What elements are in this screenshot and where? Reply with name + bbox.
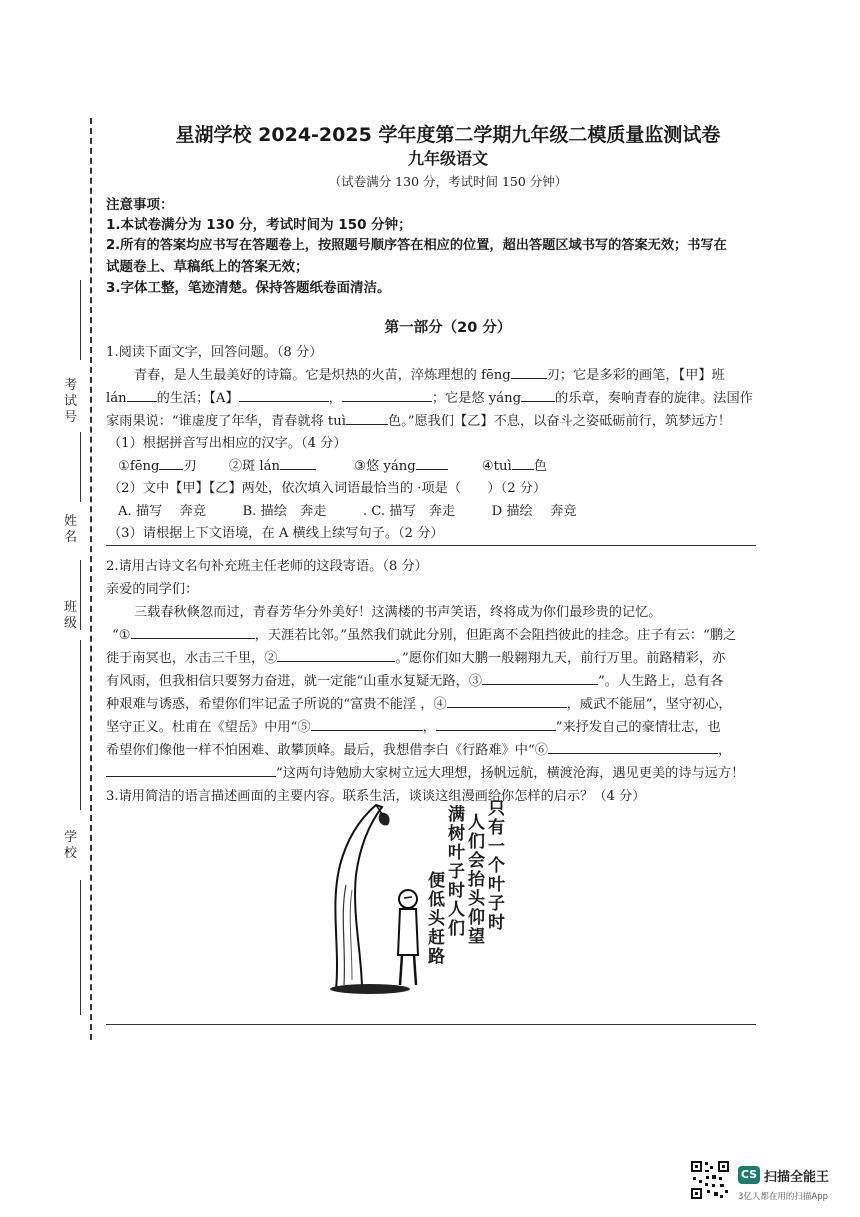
q1-stem: 1.阅读下面文字，回答问题。（8 分） [106, 345, 323, 360]
q2-line1: 三载春秋倏忽而过，青春芳华分外美好！这满楼的书声笑语，终将成为你们最珍贵的记忆。 [134, 605, 662, 620]
q1-passage-line2: lán 的生活；【A】 ， ；它是悠 yáng 的乐章，奏响青春的旋律。法国作 [106, 391, 753, 406]
name-label: 姓名 [64, 514, 78, 545]
q3-stem: 3.请用简洁的语言描述画面的主要内容。联系生活，谈谈这组漫画给你怎样的启示？（4 分） [106, 789, 646, 804]
notice-item: 试题卷上、草稿纸上的答案无效； [106, 259, 309, 275]
q2-greeting: 亲爱的同学们： [106, 582, 199, 597]
page-title: 星湖学校 2024-2025 学年度第二学期九年级二模质量监测试卷 [175, 124, 721, 146]
scanner-app-tagline: 3亿人都在用的扫描App [738, 1192, 829, 1202]
option-a: A. 描写 奔竞 [118, 504, 207, 519]
qr-code-icon [690, 1160, 730, 1200]
q1-sub3: （3）请根据上下文语境，在 A 横线上续写句子。（2 分） [108, 526, 444, 541]
q1-passage-line1: 青春，是人生最美好的诗篇。它是炽热的火苗，淬炼理想的 fēng 刃；它是多彩的画笔，【甲】班 [134, 368, 725, 383]
q2-line5: 种艰难与诱惑，希望你们牢记孟子所说的“富贵不能淫 ，④ ，威武不能屈”，坚守初心， [106, 697, 732, 712]
cartoon-caption-col: 满树叶子时人们 [448, 805, 465, 939]
school-line [80, 640, 81, 810]
exam-no-line [80, 280, 81, 360]
cartoon-caption-col: 只有一个叶子时 [488, 799, 505, 933]
option-b: B. 描绘 奔走 [242, 504, 327, 519]
q2-line8: ”这两句诗勉励大家树立远大理想，扬帆远航，横渡沧海，遇见更美的诗与远方！ [106, 762, 744, 781]
class-line [80, 560, 81, 630]
q2-line2: “① ，天涯若比邻。”虽然我们就此分别，但距离不会阻挡彼此的挂念。庄子有云：“鹏之 [112, 628, 737, 643]
school-label: 学校 [64, 830, 78, 861]
q1-pinyin-row: ①fēng 刃 ②斑 lán ③悠 yáng ④tuì 色 [118, 459, 547, 474]
page-subtitle: 九年级语文 [407, 149, 488, 168]
exam-no-label: 考试号 [64, 378, 78, 425]
q2-line4: 有风雨，但我相信只要努力奋进，就一定能“山重水复疑无路，③ ”。人生路上，总有各 [106, 674, 724, 689]
notice-item: 1.本试卷满分为 130 分，考试时间为 150 分钟； [106, 217, 412, 233]
cartoon-caption-col: 便低头赶路 [428, 871, 445, 967]
cartoon-caption-col: 人们会抬头仰望 [468, 813, 485, 947]
binding-dashed-line [90, 118, 92, 1040]
q1-sub1: （1）根据拼音写出相应的汉字。（4 分） [108, 436, 347, 451]
class-label: 班级 [64, 600, 78, 631]
part1-heading: 第一部分（20 分） [384, 320, 512, 336]
option-d: D 描绘 奔竞 [491, 504, 577, 519]
answer-line [106, 545, 756, 546]
margin-line-bottom [80, 880, 81, 1015]
q2-line6: 坚守正义。杜甫在《望岳》中用“⑤ ， ”来抒发自己的豪情壮志，也 [106, 720, 721, 735]
answer-line [106, 1024, 756, 1025]
q1-passage-line3: 家雨果说：“谁虚度了年华，青春就将 tuì 色。”愿我们【乙】不息，以奋斗之姿砥砺前行，筑梦远方！ [106, 414, 731, 429]
q1-options [118, 500, 577, 519]
q2-stem: 2.请用古诗文名句补充班主任老师的这段寄语。（8 分） [106, 559, 428, 574]
option-c: . C. 描写 奔走 [362, 504, 456, 519]
notice-heading: 注意事项： [106, 197, 174, 213]
scanner-app-name: 扫描全能王 [764, 1170, 830, 1185]
notice-item: 3.字体工整，笔迹清楚。保持答题纸卷面清洁。 [106, 280, 391, 296]
q1-sub2: （2）文中【甲】【乙】两处，依次填入词语最恰当的 ·项是（ ）（2 分） [108, 481, 547, 496]
q2-line7: 希望你们像他一样不怕困难、敢攀顶峰。最后，我想借李白《行路难》中“⑥ ， [106, 743, 732, 758]
cartoon-caption [428, 800, 508, 990]
name-line [80, 432, 81, 502]
notice-item: 2.所有的答案均应书写在答题卷上，按照题号顺序答在相应的位置，超出答题区域书写的答案无效；书写在 [106, 238, 727, 253]
q2-line3: 徙于南冥也，水击三千里，② 。”愿你们如大鹏一般翱翔九天，前行万里。前路精彩，亦 [106, 651, 726, 666]
page-note: （试卷满分 130 分，考试时间 150 分钟） [328, 174, 568, 189]
scanner-app-logo-icon: CS [738, 1166, 760, 1184]
